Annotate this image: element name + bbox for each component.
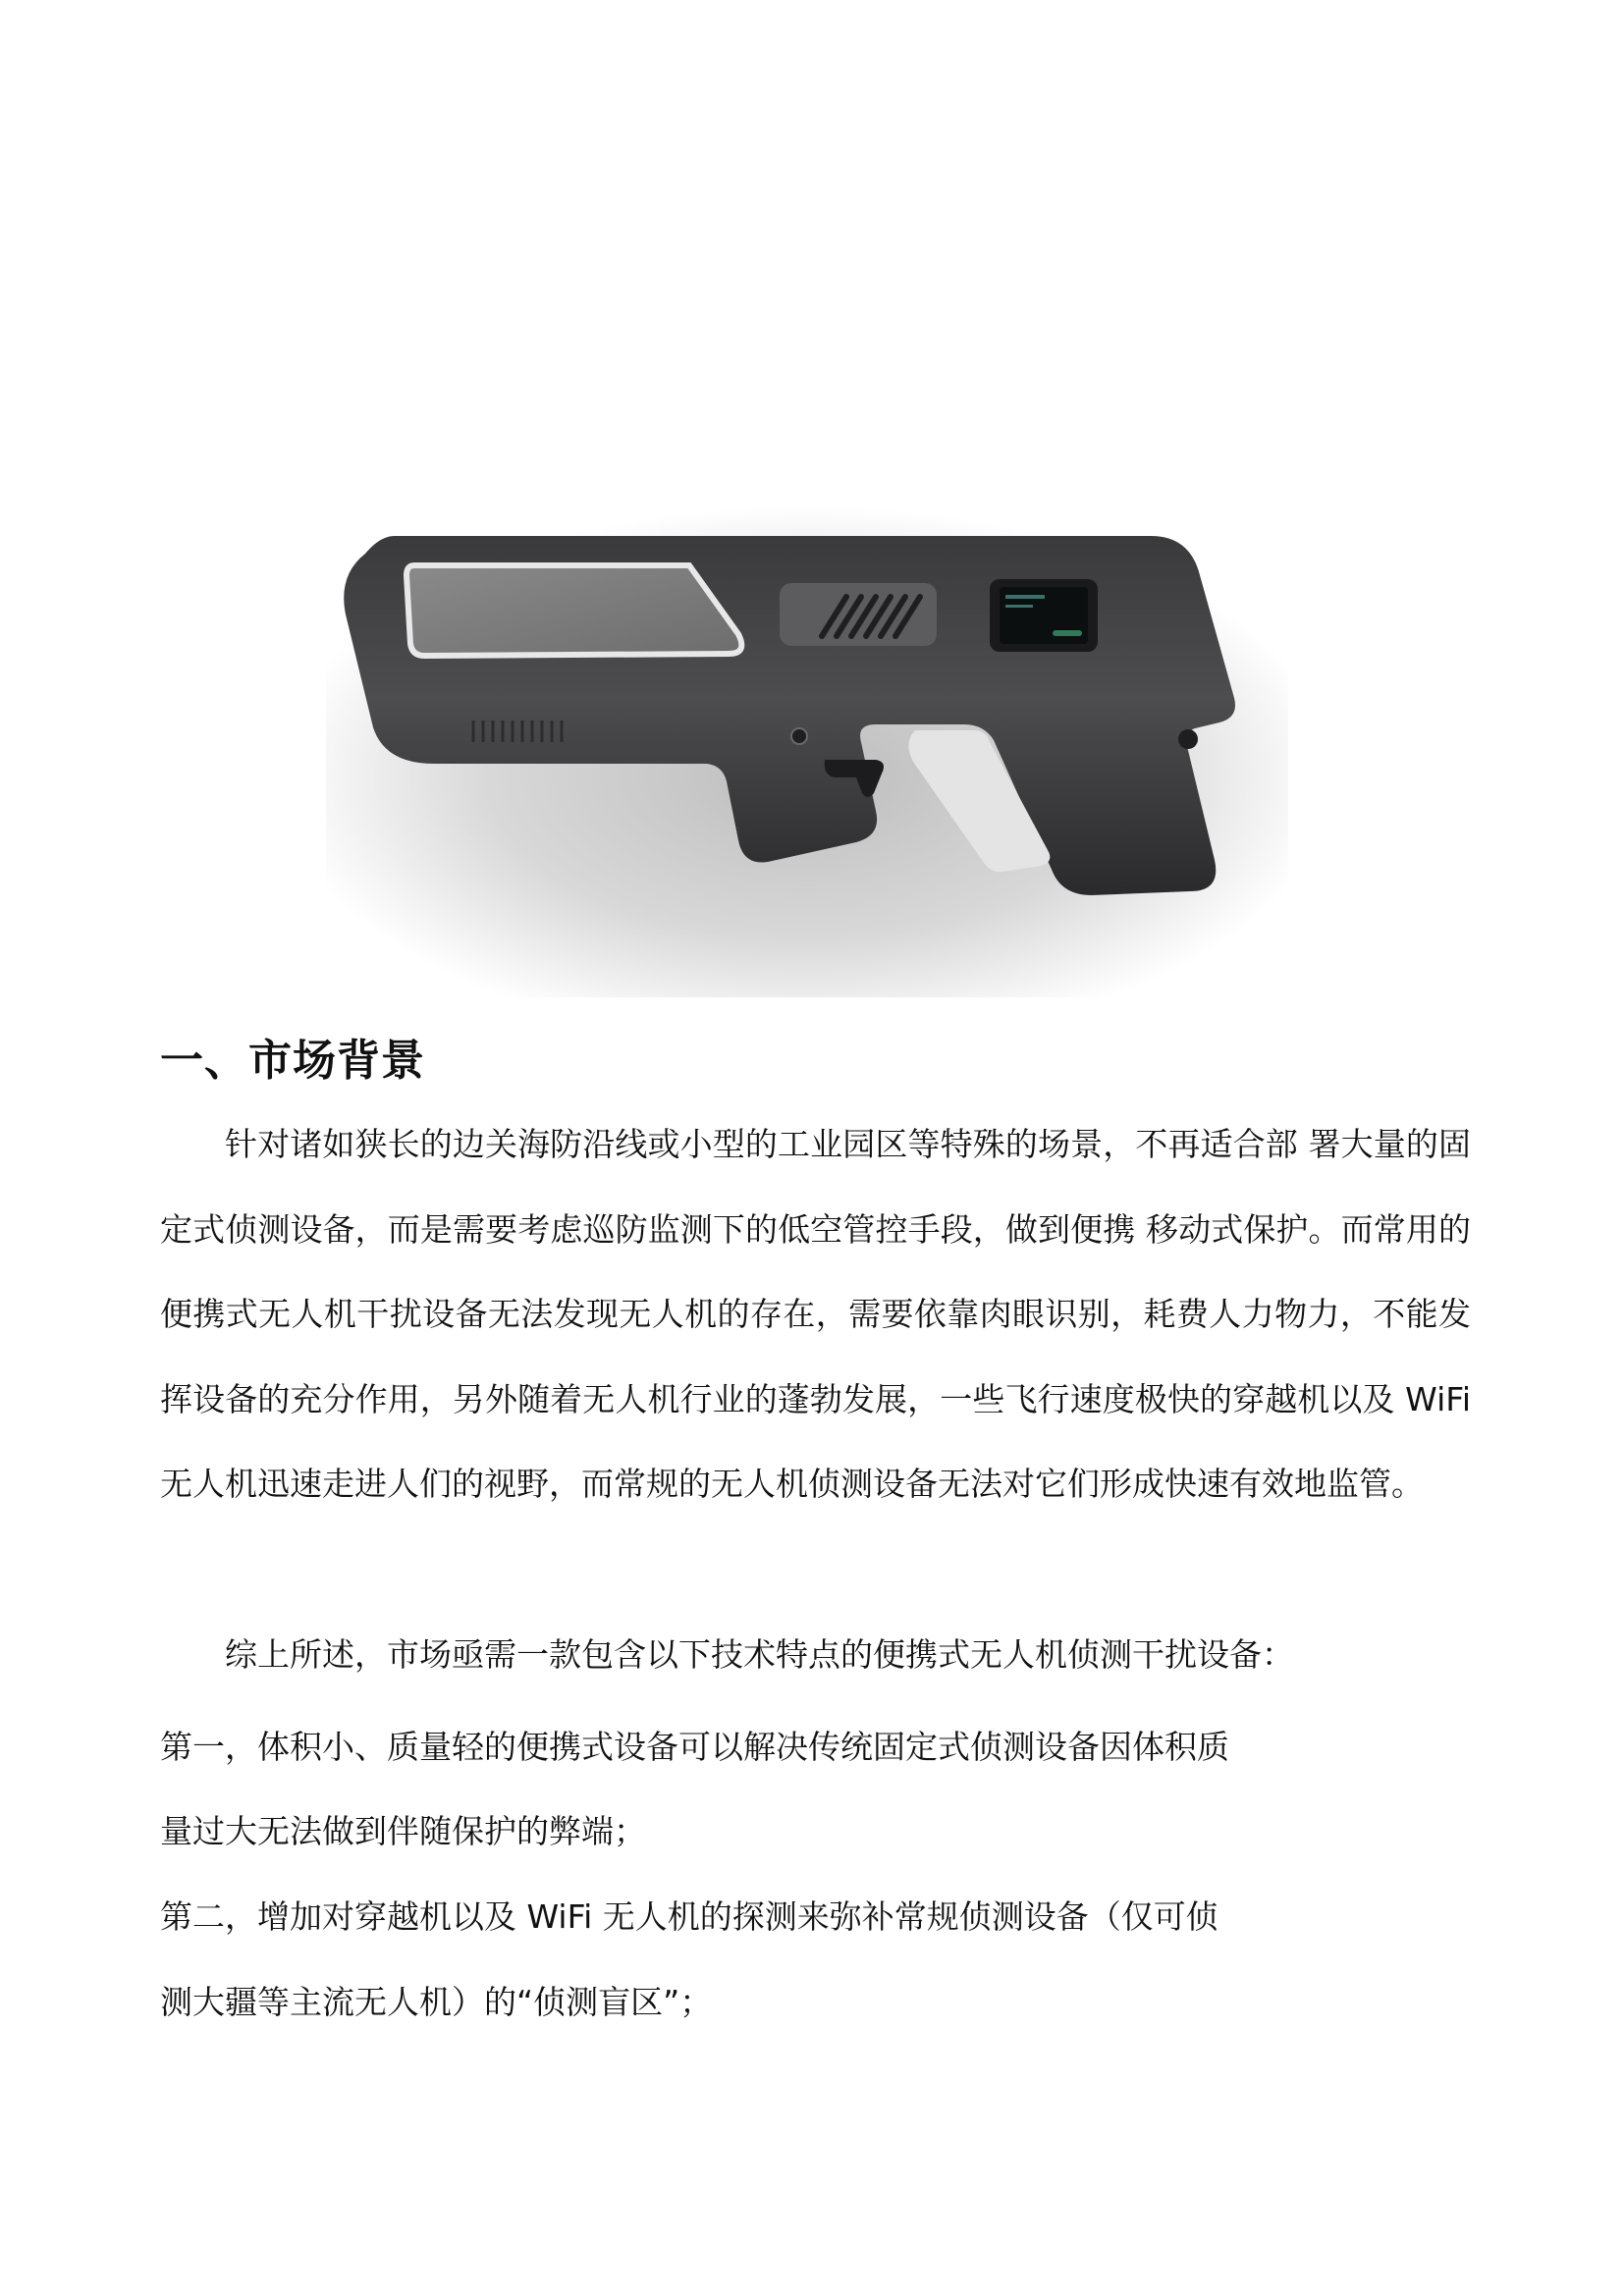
- background-paragraph: 针对诸如狭长的边关海防沿线或小型的工业园区等特殊的场景，不再适合部 署大量的固定式侦测设备，而是需要考虑巡防监测下的低空管控手段，做到便携 移动式保护。而常用的便携式无人机干扰设备无法发现无人机的存在，需要依靠肉眼识别，耗费人力物力，不能发挥设备的充分作用，另外随着无人机行业的蓬勃发展，一些飞行速度极快的穿越机以及 WiFi 无人机迅速走进人们的视野，而常规的无人机侦测设备无法对它们形成快速有效地监管。: [160, 1125, 1471, 1503]
- summary-paragraph: 综上所述，市场亟需一款包含以下技术特点的便携式无人机侦测干扰设备：: [225, 1635, 1294, 1674]
- point-1-line-2: 量过大无法做到伴随保护的弊端；: [160, 1812, 646, 1850]
- point-2-line-1: 第二，增加对穿越机以及 WiFi 无人机的探测来弥补常规侦测设备（仅可侦: [160, 1897, 1218, 1936]
- point-2-line-2: 测大疆等主流无人机）的“侦测盲区”；: [160, 1983, 713, 2021]
- drone-detector-gun-illustration: [326, 507, 1288, 997]
- side-button: [791, 728, 807, 744]
- point-1-line-1: 第一，体积小、质量轻的便携式设备可以解决传统固定式侦测设备因体积质: [160, 1728, 1229, 1766]
- product-image: [326, 507, 1288, 997]
- side-panel: [406, 565, 741, 656]
- rear-knob: [1178, 729, 1198, 749]
- section-heading: 一、市场背景: [160, 1036, 425, 1086]
- vent-block: [780, 583, 937, 646]
